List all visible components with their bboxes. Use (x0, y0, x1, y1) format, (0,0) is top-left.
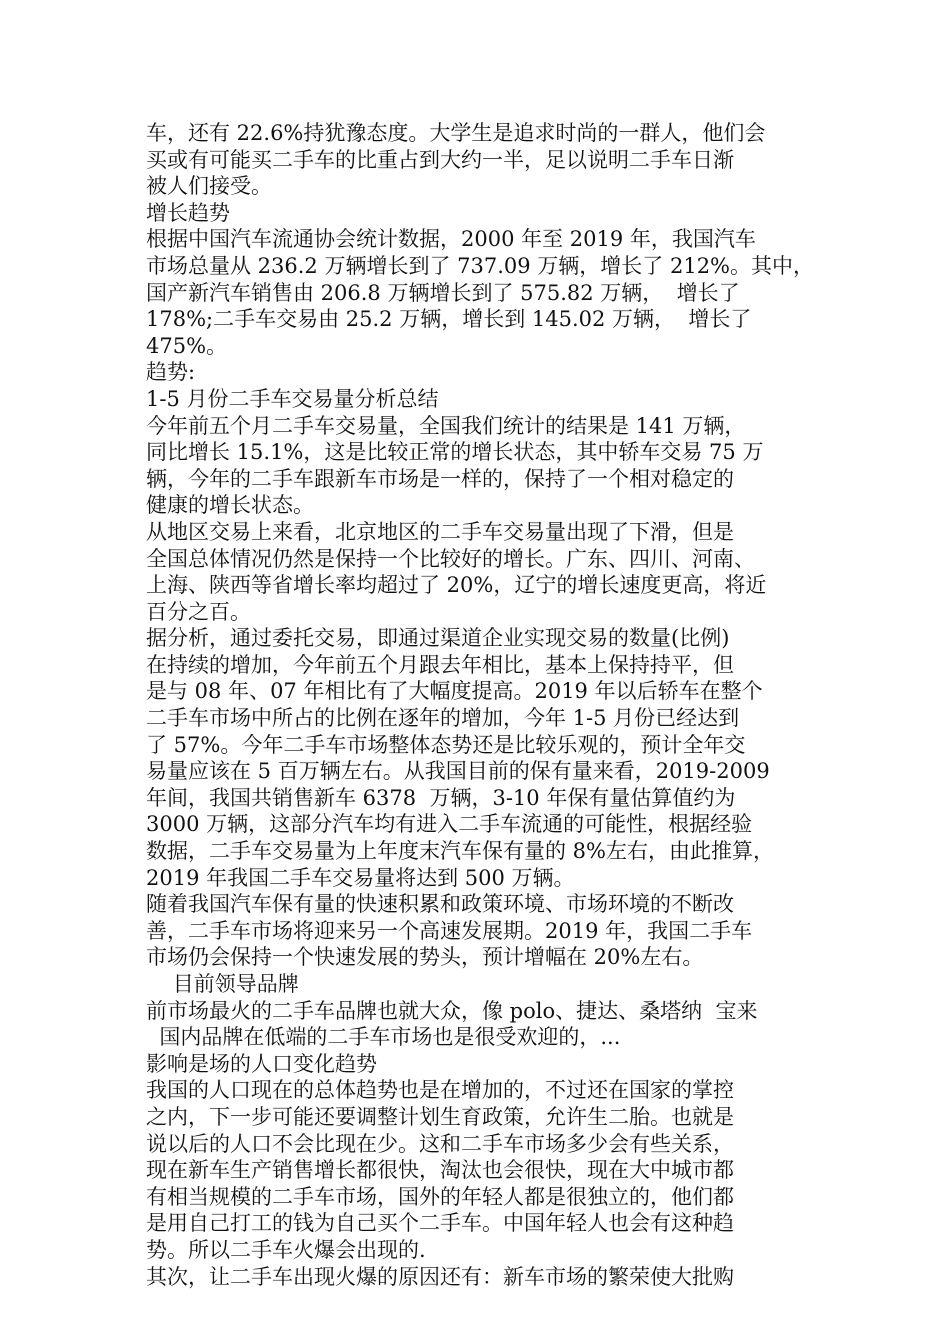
text-line: 数据，二手车交易量为上年度末汽车保有量的 8%左右，由此推算， (146, 839, 774, 864)
text-line: 国内品牌在低端的二手车市场也是很受欢迎的，... (146, 1025, 621, 1050)
text-line: 善，二手车市场将迎来另一个高速发展期。2019 年，我国二手车 (146, 918, 753, 943)
text-line: 其次，让二手车出现火爆的原因还有：新车市场的繁荣使大批购 (146, 1264, 734, 1289)
section-heading-analysis: 1-5 月份二手车交易量分析总结 (146, 386, 439, 411)
text-line: 178%;二手车交易由 25.2 万辆，增长到 145.02 万辆， 增长了 (146, 307, 752, 332)
text-line: 今年前五个月二手车交易量，全国我们统计的结果是 141 万辆， (146, 413, 746, 438)
text-line: 现在新车生产销售增长都很快，淘汰也会很快，现在大中城市都 (146, 1158, 734, 1183)
text-line: 百分之百。 (146, 599, 251, 624)
section-heading-growth-trend: 增长趋势 (146, 200, 230, 225)
text-line: 市场仍会保持一个快速发展的势头，预计增幅在 20%左右。 (146, 945, 704, 970)
text-line: 根据中国汽车流通协会统计数据，2000 年至 2019 年，我国汽车 (146, 227, 756, 252)
text-line: 前市场最火的二手车品牌也就大众，像 polo、捷达、桑塔纳 宝来 (146, 998, 758, 1023)
section-heading-leading-brands: 目前领导品牌 (146, 972, 299, 996)
text-line: 随着我国汽车保有量的快速积累和政策环境、市场环境的不断改 (146, 892, 734, 917)
document-page (146, 120, 818, 1290)
text-line: 市场总量从 236.2 万辆增长到了 737.09 万辆，增长了 212%。其中， (146, 253, 815, 278)
text-line: 说以后的人口不会比现在少。这和二手车市场多少会有些关系， (146, 1131, 734, 1156)
text-line: 是用自己打工的钱为自己买个二手车。中国年轻人也会有这种趋 (146, 1211, 734, 1236)
text-line: 上海、陕西等省增长率均超过了 20%，辽宁的增长速度更高，将近 (146, 573, 767, 598)
text-line: 有相当规模的二手车市场，国外的年轻人都是很独立的，他们都 (146, 1184, 734, 1209)
text-line: 年间，我国共销售新车 6378 万辆，3-10 年保有量估算值约为 (146, 785, 736, 810)
text-line: 二手车市场中所占的比例在逐年的增加，今年 1-5 月份已经达到 (146, 706, 740, 731)
text-line: 买或有可能买二手车的比重占到大约一半，足以说明二手车日渐 (146, 147, 734, 172)
text-line: 是与 08 年、07 年相比有了大幅度提高。2019 年以后轿车在整个 (146, 679, 763, 704)
text-line: 同比增长 15.1%，这是比较正常的增长状态，其中轿车交易 75 万 (146, 440, 764, 465)
text-line: 势。所以二手车火爆会出现的. (146, 1237, 426, 1262)
text-line: 从地区交易上来看，北京地区的二手车交易量出现了下滑，但是 (146, 519, 734, 544)
text-line: 我国的人口现在的总体趋势也是在增加的，不过还在国家的掌控 (146, 1078, 734, 1103)
text-line: 了 57%。今年二手车市场整体态势还是比较乐观的，预计全年交 (146, 732, 746, 757)
text-line: 全国总体情况仍然是保持一个比较好的增长。广东、四川、河南、 (146, 546, 755, 571)
text-line: 辆，今年的二手车跟新车市场是一样的，保持了一个相对稳定的 (146, 466, 734, 491)
text-line: 车，还有 22.6%持犹豫态度。大学生是追求时尚的一群人，他们会 (146, 121, 766, 145)
text-line: 健康的增长状态。 (146, 493, 314, 518)
text-line: 被人们接受。 (146, 174, 272, 199)
section-heading-trend: 趋势: (146, 360, 196, 385)
text-line: 2019 年我国二手车交易量将达到 500 万辆。 (146, 865, 575, 890)
text-line: 据分析，通过委托交易，即通过渠道企业实现交易的数量(比例) (146, 626, 730, 651)
section-heading-population-trend: 影响是场的人口变化趋势 (146, 1051, 377, 1076)
text-line: 在持续的增加，今年前五个月跟去年相比，基本上保持持平，但 (146, 652, 734, 677)
text-line: 3000 万辆，这部分汽车均有进入二手车流通的可能性，根据经验 (146, 812, 753, 837)
text-line: 国产新汽车销售由 206.8 万辆增长到了 575.82 万辆， 增长了 (146, 280, 740, 305)
text-line: 易量应该在 5 百万辆左右。从我国目前的保有量来看，2019-2009 (146, 759, 770, 784)
text-line: 475%。 (146, 333, 228, 358)
text-line: 之内，下一步可能还要调整计划生育政策，允许生二胎。也就是 (146, 1104, 734, 1129)
